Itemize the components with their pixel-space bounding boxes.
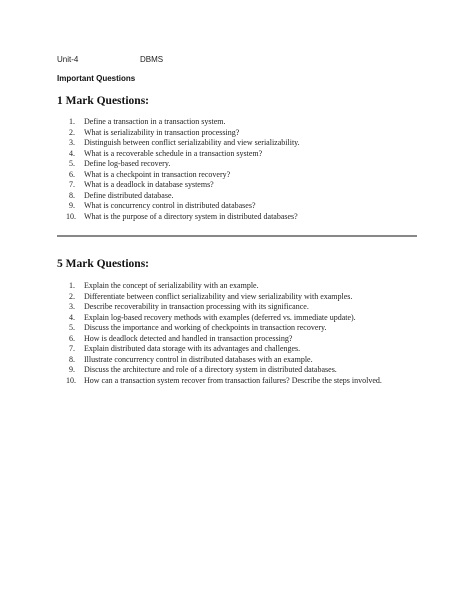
- five-mark-section-title: 5 Mark Questions:: [57, 258, 149, 270]
- question-text: Describe recoverability in transaction processing with its significance.: [84, 302, 309, 311]
- question-text: Define a transaction in a transaction system.: [84, 117, 226, 126]
- list-item: [57, 191, 417, 202]
- question-text: Discuss the importance and working of checkpoints in transaction recovery.: [84, 323, 327, 332]
- list-item: [57, 159, 417, 170]
- one-mark-question-list: [57, 117, 417, 222]
- item-number: 1.: [69, 117, 75, 126]
- item-number: 2.: [69, 127, 75, 137]
- five-mark-question-list: [57, 281, 417, 386]
- item-number: 9.: [69, 201, 75, 210]
- item-number: 7.: [69, 344, 75, 353]
- item-number: 8.: [69, 190, 75, 200]
- document-header: [57, 55, 164, 64]
- item-number: 7.: [69, 180, 75, 189]
- list-item: [57, 376, 417, 387]
- list-item: [57, 281, 417, 292]
- question-text: Explain the concept of serializability with an example.: [84, 281, 259, 290]
- question-text: Explain log-based recovery methods with examples (deferred vs. immediate update).: [84, 312, 356, 322]
- list-item: [57, 292, 417, 303]
- list-item: [57, 201, 417, 212]
- list-item: [57, 117, 417, 128]
- question-text: How is deadlock detected and handled in transaction processing?: [84, 333, 293, 343]
- list-item: [57, 344, 417, 355]
- item-number: 2.: [69, 291, 75, 301]
- list-item: [57, 170, 417, 181]
- question-text: What is the purpose of a directory system in distributed databases?: [84, 211, 298, 221]
- item-number: 3.: [69, 302, 75, 311]
- question-text: Differentiate between conflict serializability and view serializability with examples.: [84, 291, 353, 301]
- list-item: [57, 365, 417, 376]
- list-item: [57, 323, 417, 334]
- item-number: 6.: [69, 169, 75, 179]
- list-item: [57, 149, 417, 160]
- item-number: 6.: [69, 333, 75, 343]
- question-text: What is a recoverable schedule in a transaction system?: [84, 148, 263, 158]
- one-mark-section-title: 1 Mark Questions:: [57, 95, 149, 107]
- subject-label: DBMS: [140, 55, 164, 64]
- list-item: [57, 138, 417, 149]
- question-text: What is a deadlock in database systems?: [84, 180, 214, 189]
- item-number: 4.: [69, 312, 75, 322]
- document-subtitle: Important Questions: [57, 74, 136, 83]
- list-item: [57, 180, 417, 191]
- item-number: 8.: [69, 354, 75, 364]
- question-text: Define log-based recovery.: [84, 159, 171, 168]
- question-text: Explain distributed data storage with its advantages and challenges.: [84, 344, 301, 353]
- question-text: Discuss the architecture and role of a directory system in distributed databases.: [84, 365, 337, 374]
- item-number: 5.: [69, 159, 75, 168]
- question-text: Distinguish between conflict serializability and view serializability.: [84, 138, 300, 147]
- item-number: 9.: [69, 365, 75, 374]
- section-divider: [57, 235, 417, 237]
- question-text: What is concurrency control in distributed databases?: [84, 201, 256, 210]
- item-number: 1.: [69, 281, 75, 290]
- item-number: 4.: [69, 148, 75, 158]
- list-item: [57, 334, 417, 345]
- unit-label: Unit-4: [57, 55, 79, 64]
- item-number: 5.: [69, 323, 75, 332]
- list-item: [57, 313, 417, 324]
- item-number: 10.: [66, 375, 76, 385]
- question-text: What is serializability in transaction processing?: [84, 127, 240, 137]
- question-text: Define distributed database.: [84, 190, 174, 200]
- list-item: [57, 355, 417, 366]
- question-text: Illustrate concurrency control in distributed databases with an example.: [84, 354, 313, 364]
- question-text: What is a checkpoint in transaction recovery?: [84, 169, 231, 179]
- list-item: [57, 302, 417, 313]
- list-item: [57, 212, 417, 223]
- question-text: How can a transaction system recover from transaction failures? Describe the steps involved.: [84, 375, 382, 385]
- item-number: 10.: [66, 211, 76, 221]
- item-number: 3.: [69, 138, 75, 147]
- list-item: [57, 128, 417, 139]
